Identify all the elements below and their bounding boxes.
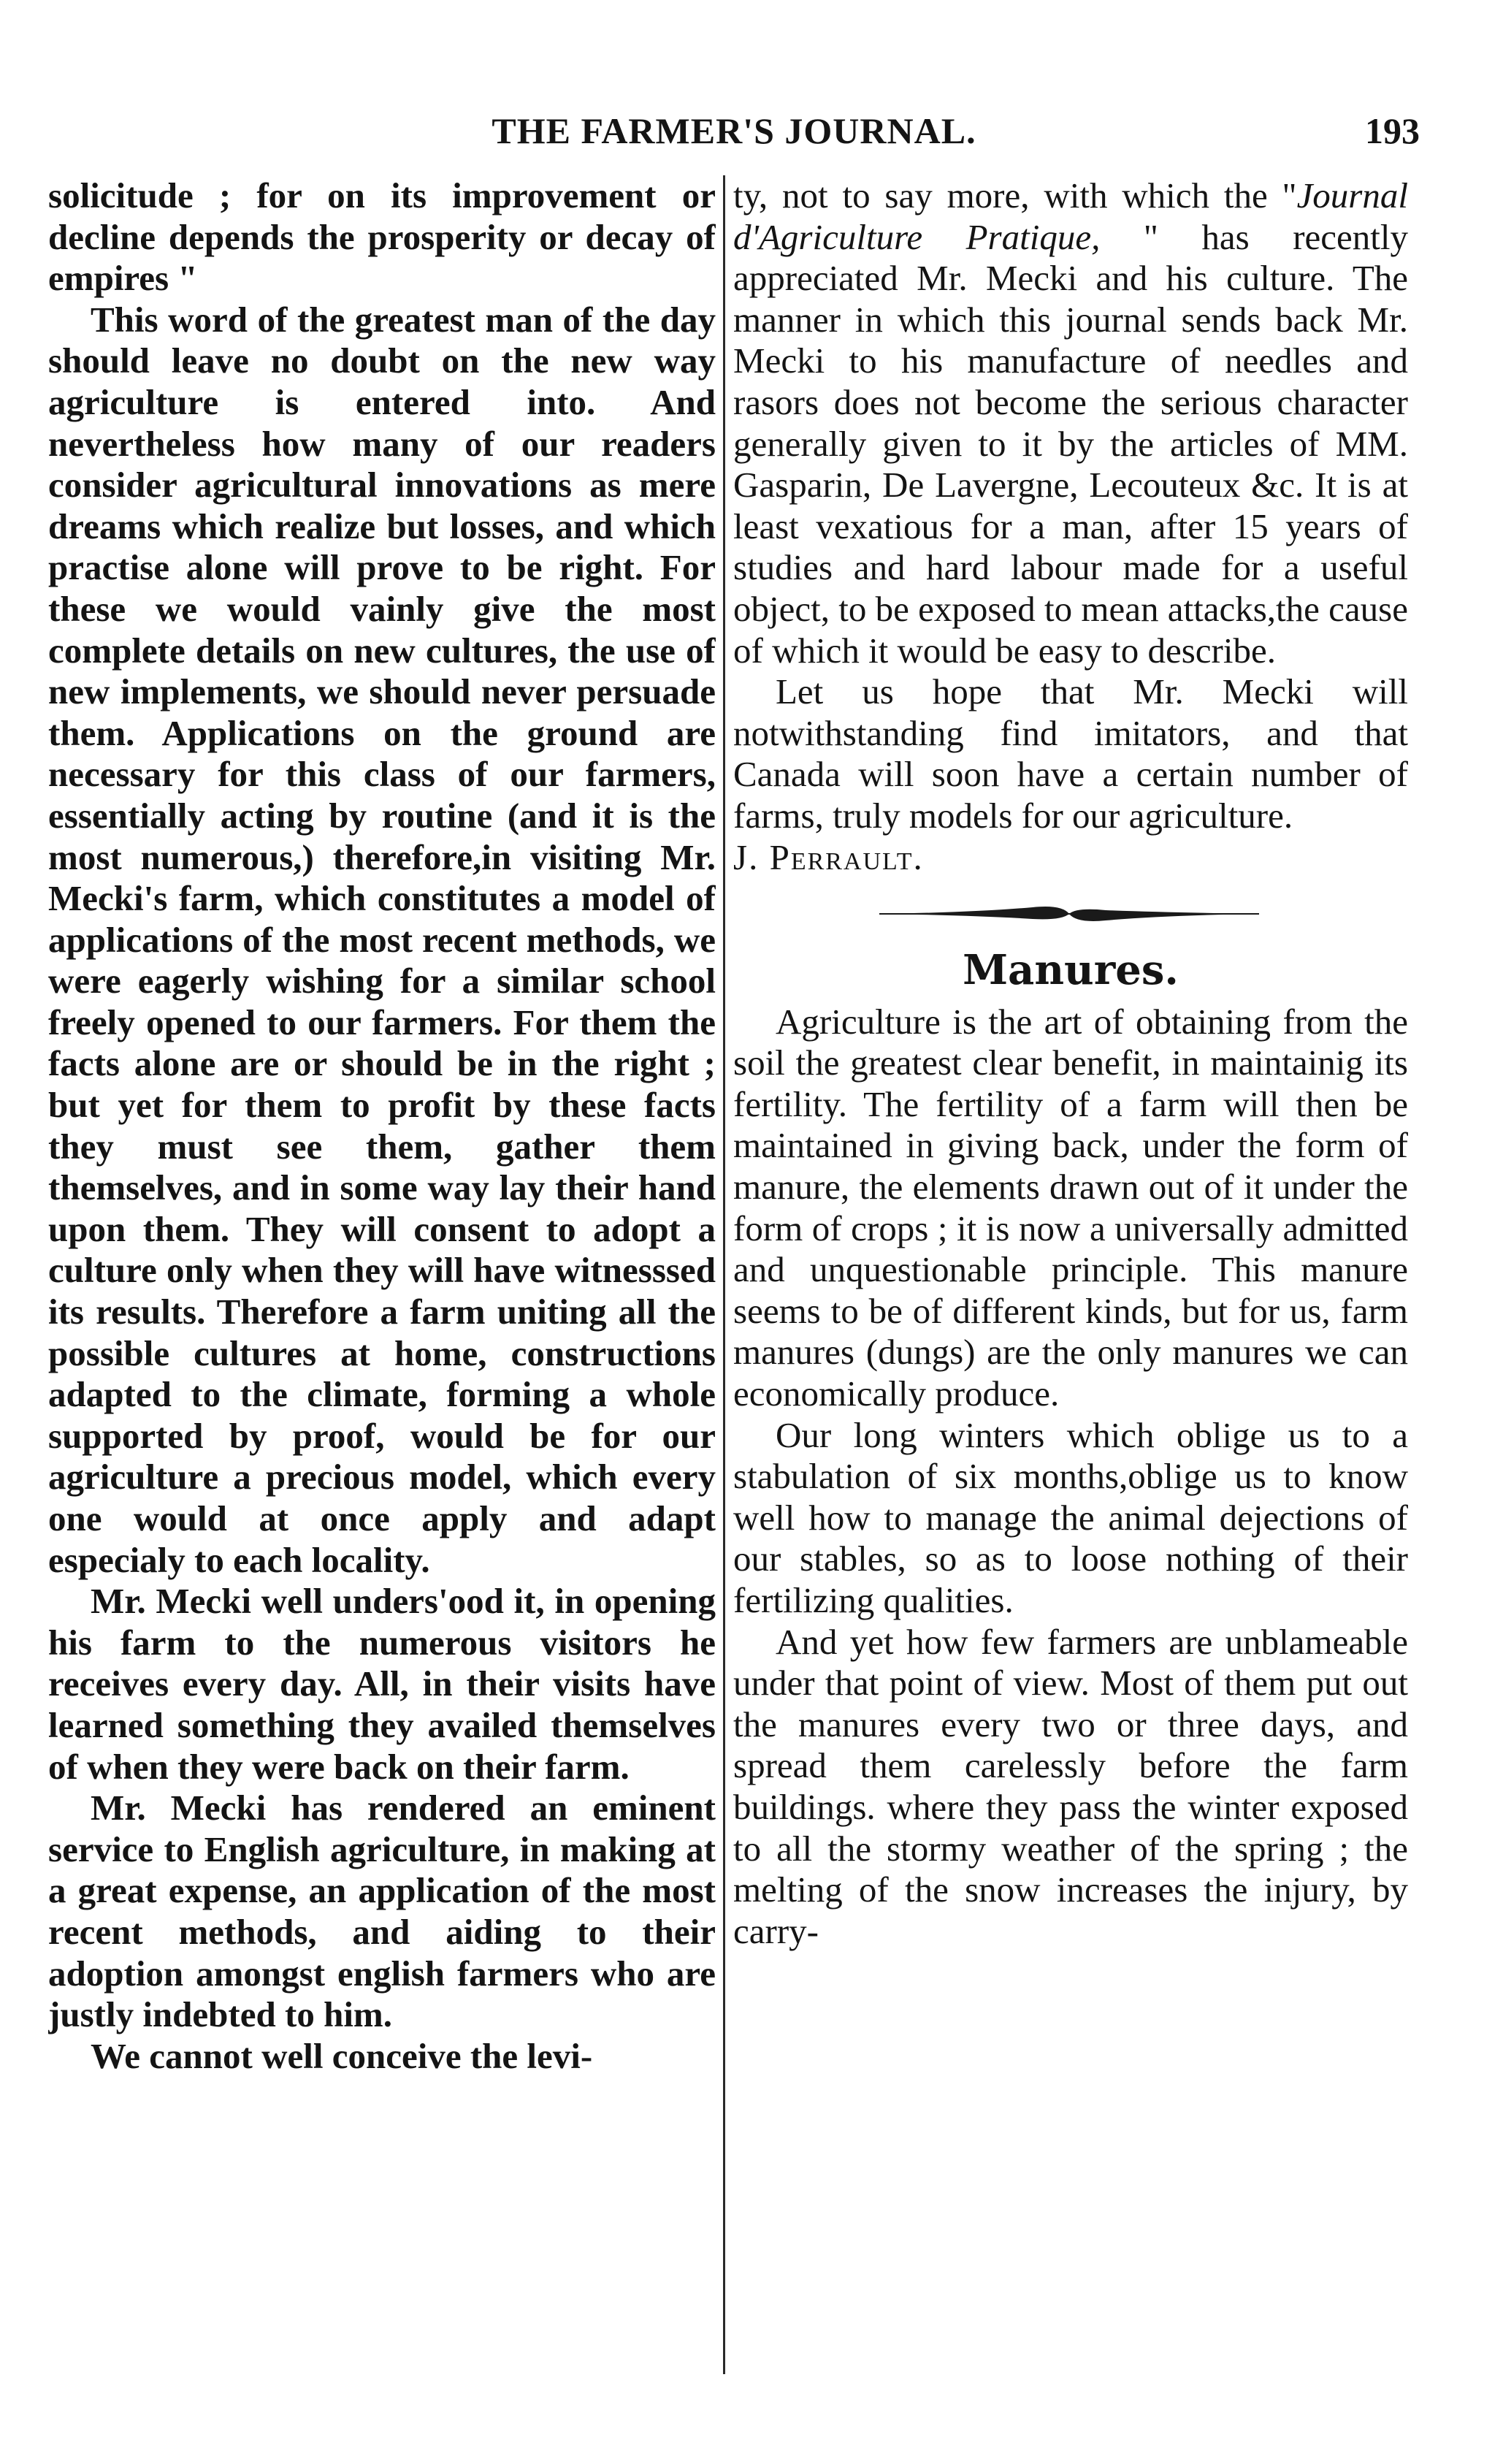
running-title: THE FARMER'S JOURNAL. (492, 110, 976, 151)
right-paragraph-1 (733, 175, 1408, 671)
right-paragraph-1-start: ty, not to say more, with which the " (733, 175, 1297, 215)
ornamental-rule (733, 896, 1408, 939)
author-signature: J. Perrault. (733, 836, 924, 877)
section-heading: Manures. (963, 946, 1179, 995)
left-paragraph-3: Mr. Mecki well unders'ood it, in opening his farm to the numerous visitors he receives every day. All, in their visits have learned something they availed themselves of when they were back on their farm. (48, 1581, 716, 1787)
right-column (733, 175, 1408, 2374)
manures-paragraph-2: Our long winters which oblige us to a stabulation of six months,oblige us to know well how to manage the animal dejections of our stables, so as to loose nothing of their fertilizing qualities. (733, 1414, 1408, 1620)
column-divider (723, 175, 725, 2374)
ornament-icon (879, 903, 1259, 925)
left-column (48, 175, 716, 2374)
manures-paragraph-3: And yet how few farmers are unblameable under that point of view. Most of them put out the manures every two or three days, and spread them carelessly before the farm buildings. where they pass the winter exposed to all the stormy weather of the spring ; the melting of the snow increases the injury, by carry- (733, 1621, 1408, 1951)
left-paragraph-2: This word of the greatest man of the day should leave no doubt on the new way agriculture is entered into. And nevertheless how many of our readers consider agricultural innovations as mere dreams which realize but losses, and which practise alone will prove to be right. For these we would vainly give the most complete details on new cultures, the use of new implements, we should never persuade them. Applications on the ground are necessary for this class of our farmers, essentially acting by routine (and it is the most numerous,) therefore,in visiting Mr. Mecki's farm, which constitutes a model of applications of the most recent methods, we were eagerly wishing for a similar school freely opened to our farmers. For them the facts alone are or should be in the right ; but yet for them to profit by these facts they must see them, gather them themselves, and in some way lay their hand upon them. They will consent to adopt a culture only when they will have witnesssed its results. Therefore a farm uniting all the possible cultures at home, constructions adapted to the climate, forming a whole supported by proof, would be for our agriculture a precious model, which every one would at once apply and adapt especialy to each locality. (48, 299, 716, 1580)
manures-paragraph-1: Agriculture is the art of obtaining from the soil the greatest clear benefit, in maintainig its fertility. The fertility of a farm will then be maintained in giving back, under the form of manure, the elements drawn out of it under the form of crops ; it is now a universally admitted and unquestionable principle. This manure seems to be of different kinds, but for us, farm manures (dungs) are the only manures we can economically produce. (733, 1001, 1408, 1414)
right-paragraph-1-end: " has recently appreciated Mr. Mecki and his culture. The manner in which this journal sends back Mr. Mecki to his manufacture of needles and rasors does not become the serious character generally given to it by the articles of MM. Gasparin, De Lavergne, Lecouteux &c. It is at least vexatious for a man, after 15 years of studies and hard labour made for a useful object, to be exposed to mean attacks,the cause of which it would be easy to describe. (733, 216, 1408, 671)
page-number: 193 (1365, 110, 1420, 151)
journal-title-italic: Journal d'Agriculture Pratique, (733, 175, 1408, 257)
right-paragraph-2: Let us hope that Mr. Mecki will notwithstanding find imitators, and that Canada will soon have a certain number of farms, truly models for our agriculture. (733, 671, 1408, 836)
left-paragraph-4: Mr. Mecki has rendered an eminent service to English agriculture, in making at a great expense, an application of the most recent methods, and aiding to their adoption amongst english farmers who are justly indebted to him. (48, 1788, 716, 2035)
left-paragraph-1: solicitude ; for on its improvement or decline depends the prosperity or decay of empires " (48, 175, 716, 299)
left-paragraph-5: We cannot well conceive the levi- (91, 2035, 593, 2076)
page-header (44, 110, 1424, 158)
